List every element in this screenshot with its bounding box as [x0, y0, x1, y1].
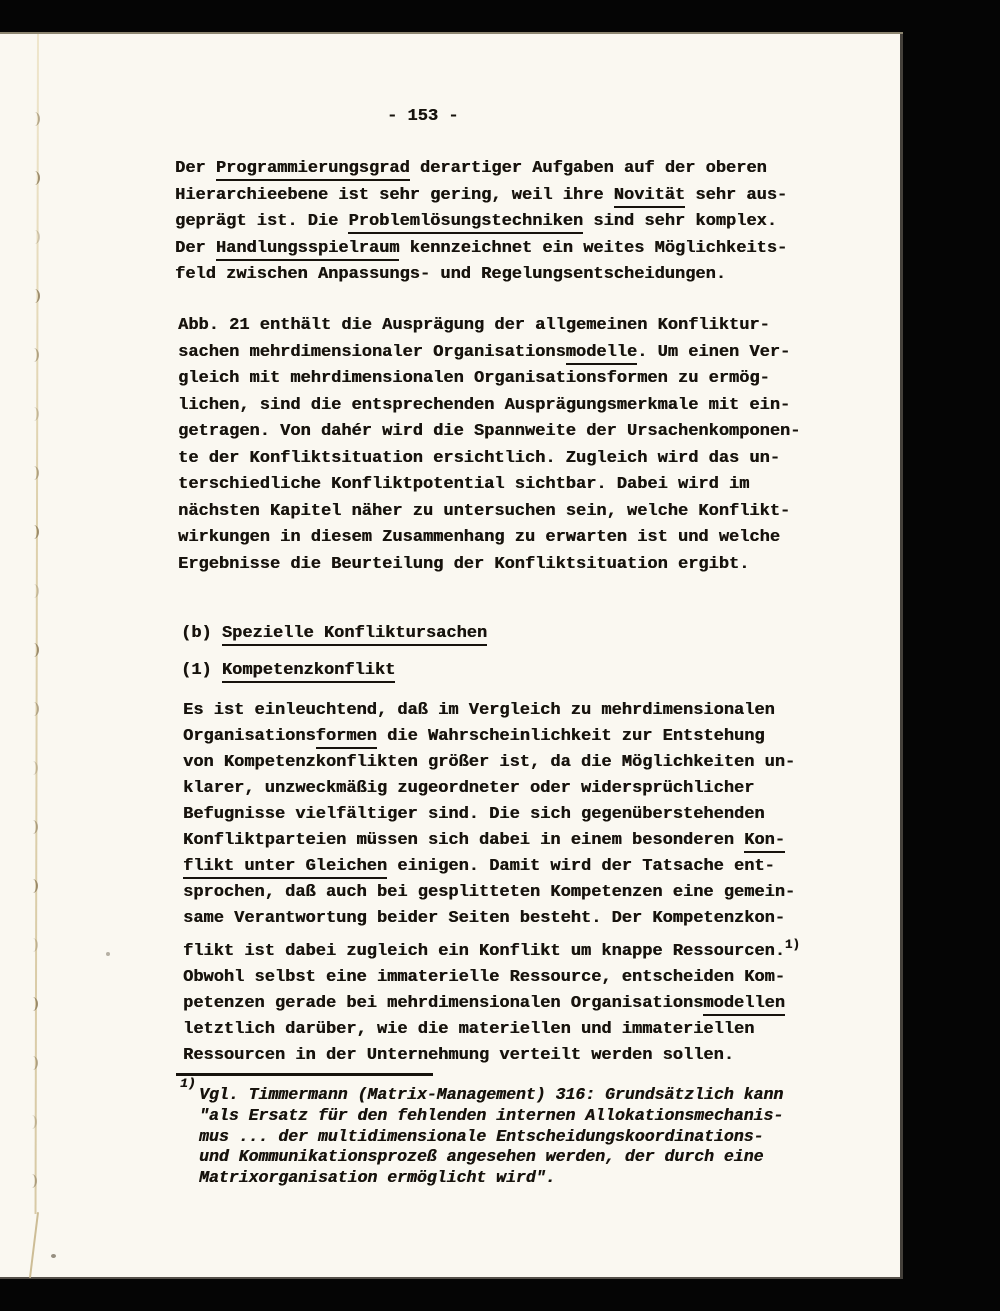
text-line: Der Programmierungsgrad derartiger Aufgaben auf der oberen: [175, 156, 787, 183]
text-line: Konfliktparteien müssen sich dabei in einem besonderen Kon-: [183, 828, 800, 854]
text-line: Ressourcen in der Unternehmung verteilt werden sollen.: [183, 1046, 734, 1065]
text-line: terschiedliche Konfliktpotential sichtbar. Dabei wird im: [178, 475, 750, 494]
scan-speck: [51, 1254, 56, 1258]
text-line: Hierarchieebene ist sehr gering, weil ihre Novität sehr aus-: [175, 183, 787, 210]
text-line: gleich mit mehrdimensionalen Organisationsformen zu ermög-: [178, 369, 770, 388]
text-line: geprägt ist. Die Problemlösungstechniken sind sehr komplex.: [175, 209, 787, 236]
text-line: flikt unter Gleichen einigen. Damit wird der Tatsache ent-: [183, 854, 800, 880]
text-line: flikt ist dabei zugleich ein Konflikt um knappe Ressourcen.$^{1)}$: [183, 938, 800, 961]
footnote-divider: [176, 1073, 433, 1076]
text-line: petenzen gerade bei mehrdimensionalen Organisationsmodellen: [183, 991, 800, 1017]
text-line: getragen. Von dahér wird die Spannweite der Ursachenkomponen-: [178, 422, 801, 441]
crease-notch: [31, 230, 40, 244]
text-line: letztlich darüber, wie die materiellen und immateriellen: [183, 1020, 755, 1039]
text-line: sachen mehrdimensionaler Organisationsmodelle. Um einen Ver-: [178, 340, 800, 367]
page-number: - 153 -: [387, 107, 459, 126]
text-line: klarer, unzweckmäßig zugeordneter oder widersprüchlicher: [183, 779, 755, 798]
text-line: Abb. 21 enthält die Ausprägung der allgemeinen Konfliktur-: [178, 316, 770, 335]
text-line: (1) Kompetenzkonflikt: [181, 658, 395, 684]
footnote-text: [199, 1085, 783, 1189]
text-line: te der Konfliktsituation ersichtlich. Zugleich wird das un-: [178, 448, 780, 468]
paragraph-3: [183, 698, 800, 1069]
crease-notch: [31, 289, 40, 303]
text-line: Ergebnisse die Beurteilung der Konfliktsituation ergibt.: [178, 554, 750, 574]
text-line: lichen, sind die entsprechenden Ausprägungsmerkmale mit ein-: [178, 395, 791, 415]
crease-notch: [29, 1056, 38, 1070]
text-line: mus ... der multidimensionale Entscheidungskoordinations-: [199, 1126, 764, 1146]
section-heading-b: [181, 621, 487, 647]
crease-notch: [30, 584, 39, 598]
text-line: feld zwischen Anpassungs- und Regelungsentscheidungen.: [175, 265, 726, 284]
crease-notch: [30, 702, 39, 716]
crease-notch: [30, 643, 39, 657]
text-line: und Kommunikationsprozeß angesehen werden, der durch eine: [199, 1147, 764, 1167]
text-line: von Kompetenzkonflikten größer ist, da die Möglichkeiten un-: [183, 753, 796, 772]
text-line: Vgl. Timmermann (Matrix-Management) 316: Grundsätzlich kann: [199, 1085, 784, 1104]
scan-speck: [106, 952, 110, 956]
footnote-marker: 1): [180, 1076, 196, 1091]
text-line: Organisationsformen die Wahrscheinlichkeit zur Entstehung: [183, 724, 800, 750]
text-line: (b) Spezielle Konfliktursachen: [181, 621, 487, 647]
text-line: Befugnisse vielfältiger sind. Die sich gegenüberstehenden: [183, 805, 765, 824]
text-line: Matrixorganisation ermöglicht wird".: [199, 1168, 556, 1188]
section-heading-1: [181, 658, 395, 684]
crease-notch: [29, 997, 38, 1011]
text-line: Obwohl selbst eine immaterielle Ressource, entscheiden Kom-: [183, 968, 785, 987]
text-line: same Verantwortung beider Seiten besteht. Der Kompetenzkon-: [183, 909, 785, 928]
paragraph-1: [175, 156, 787, 289]
text-line: sprochen, daß auch bei gesplitteten Kompetenzen eine gemein-: [183, 883, 796, 902]
text-line: wirkungen in diesem Zusammenhang zu erwarten ist und welche: [178, 528, 780, 547]
text-line: Der Handlungsspielraum kennzeichnet ein weites Möglichkeits-: [175, 236, 787, 263]
text-line: "als Ersatz für den fehlenden internen Allokationsmechanis-: [199, 1105, 784, 1125]
text-line: nächsten Kapitel näher zu untersuchen sein, welche Konflikt-: [178, 501, 791, 521]
paragraph-2: [178, 313, 800, 578]
text-line: Es ist einleuchtend, daß im Vergleich zu mehrdimensionalen: [183, 701, 775, 720]
